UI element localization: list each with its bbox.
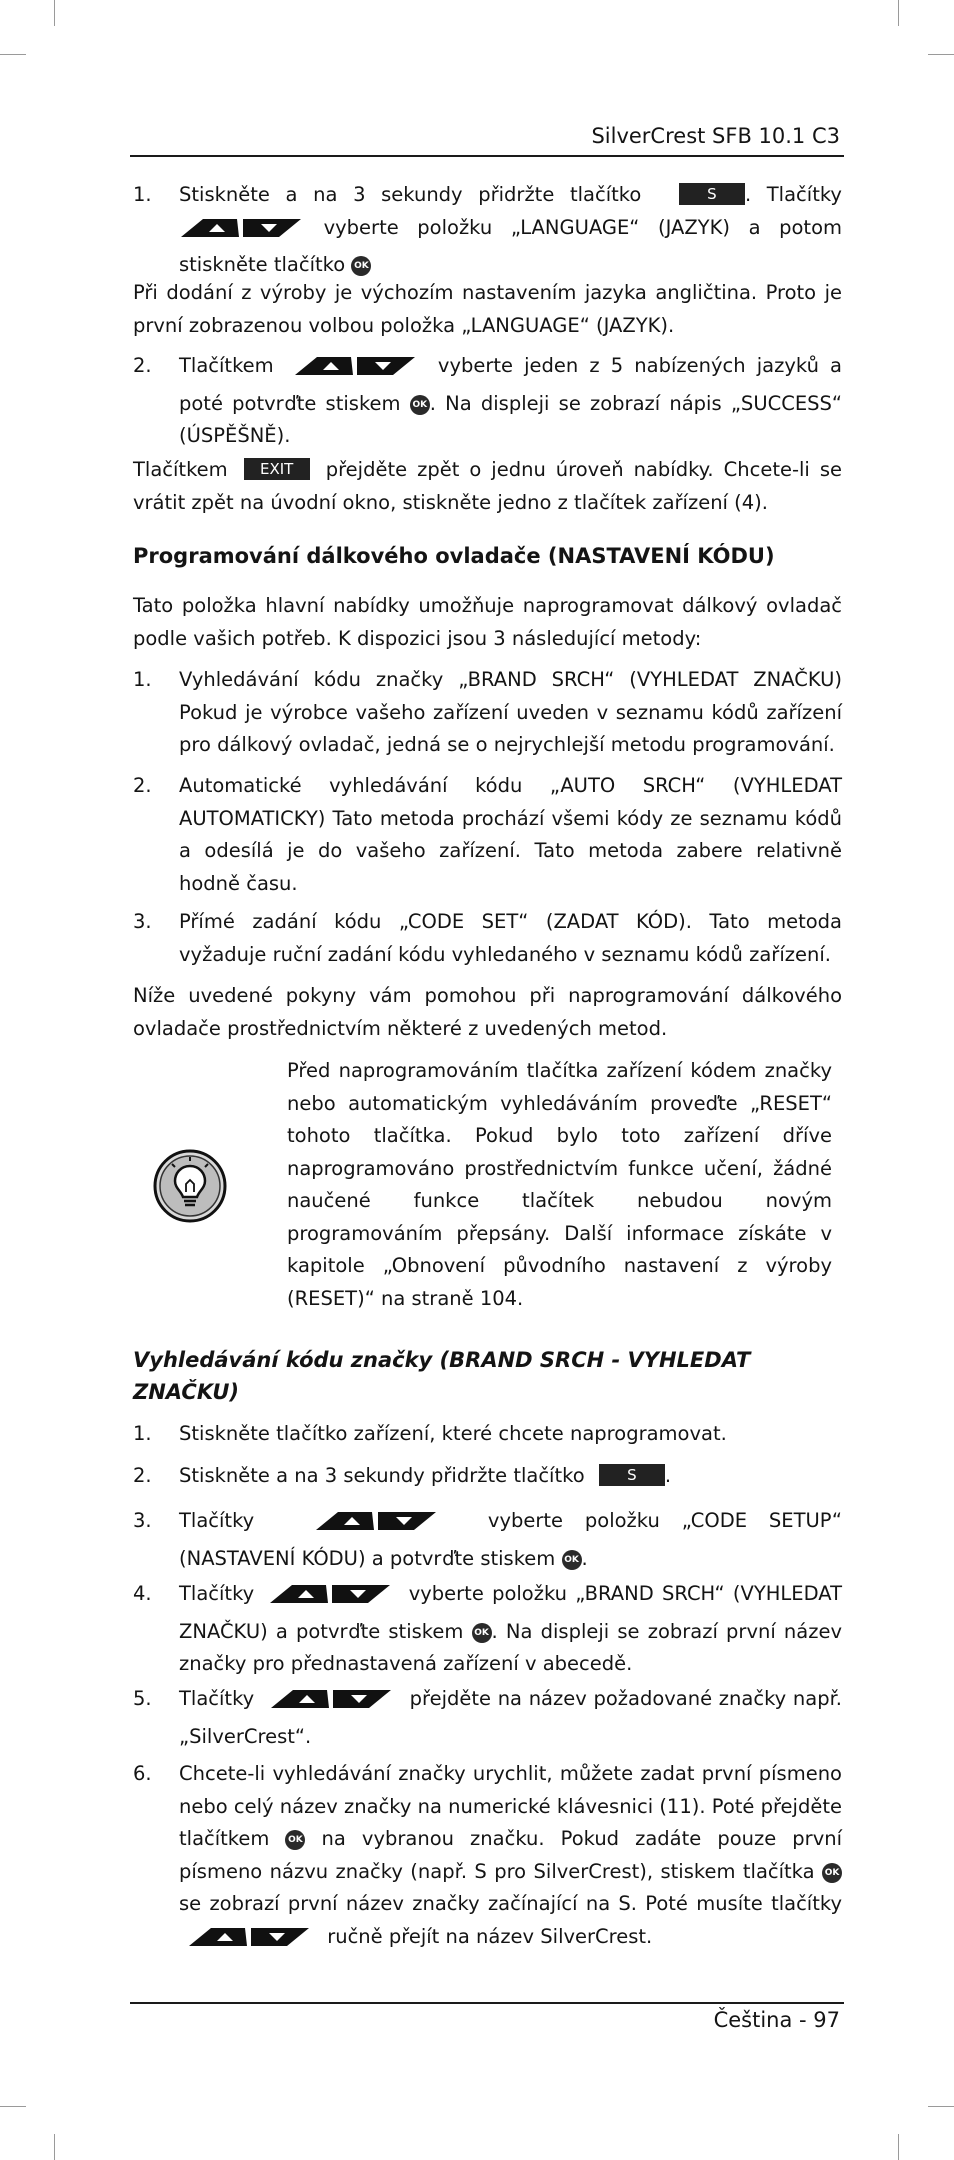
ok-button-icon: OK: [822, 1863, 842, 1883]
text-run: přejděte na název požadované značky např. „SilverCrest“.: [179, 1687, 843, 1748]
page-header: SilverCrest SFB 10.1 C3: [591, 124, 840, 148]
list-text: [179, 350, 842, 453]
text-run: Tlačítky: [179, 1509, 255, 1532]
text-run: Tlačítkem: [133, 458, 228, 481]
list-item: [133, 770, 842, 900]
crop-mark: [0, 2106, 26, 2107]
crop-mark: [898, 0, 899, 26]
list-item: [133, 1683, 842, 1753]
up-down-arrows-icon: [267, 1688, 397, 1721]
text-run: vyberte položku „LANGUAGE“ (JAZYK) a potom stiskněte tlačítko: [179, 215, 842, 276]
text-run: .: [664, 1464, 672, 1487]
list-number: 2.: [133, 354, 152, 377]
list-text: [179, 1758, 842, 1958]
crop-mark: [928, 2106, 954, 2107]
text-run: Stiskněte a na 3 sekundy přidržte tlačítko: [179, 183, 642, 206]
text-run: vyberte položku „CODE SETUP“ (NASTAVENÍ KÓDU) a potvrďte stiskem: [179, 1509, 842, 1570]
list-text: [179, 1505, 842, 1575]
list-item: [133, 1578, 842, 1681]
text-run: Tlačítky: [179, 1687, 255, 1710]
ok-button-icon: OK: [410, 395, 430, 415]
section-heading: Vyhledávání kódu značky (BRAND SRCH - VYHLEDAT ZNAČKU): [133, 1348, 751, 1404]
list-item: [133, 906, 842, 971]
up-down-arrows-icon: [179, 217, 305, 250]
text-run: . Na displeji se zobrazí nápis „SUCCESS“ (ÚSPĚŠNĚ).: [179, 391, 842, 447]
list-number: 2.: [133, 774, 152, 797]
s-button-icon: S: [599, 1464, 665, 1486]
list-text: Stiskněte tlačítko zařízení, které chcete naprogramovat.: [179, 1422, 727, 1445]
crop-mark: [898, 2134, 899, 2160]
list-number: 4.: [133, 1582, 152, 1605]
text-run: Chcete-li vyhledávání značky urychlit, můžete zadat první písmeno nebo celý název značky na numerické klávesnici (11). Poté přejděte tlačítkem: [179, 1762, 842, 1850]
list-item: [133, 664, 842, 762]
text-run: na vybranou značku. Pokud zadáte pouze první písmeno názvu značky (např. S pro SilverCrest), stiskem tlačítka: [179, 1827, 843, 1883]
ok-button-icon: OK: [285, 1830, 305, 1850]
text-run: .: [581, 1546, 588, 1570]
lightbulb-icon: [152, 1148, 228, 1224]
section-heading: Programování dálkového ovladače (NASTAVENÍ KÓDU): [133, 544, 775, 568]
page-number: Čeština - 97: [713, 2008, 840, 2032]
s-button-icon: S: [679, 183, 745, 205]
text-run: Tlačítky: [179, 1582, 255, 1605]
text-run: přejděte zpět o jednu úroveň nabídky. Chcete-li se vrátit zpět na úvodní okno, stiskněte jedno z tlačítek zařízení (4).: [133, 458, 842, 514]
text-run: . Na displeji se zobrazí první název značky pro přednastavená zařízení v abecedě.: [179, 1619, 843, 1675]
list-text: Automatické vyhledávání kódu „AUTO SRCH“ (VYHLEDAT AUTOMATICKY) Tato metoda prochází všemi kódy ze seznamu kódů a odesílá je do vašeho zařízení. Tato metoda zabere relativně hodně času.: [179, 774, 842, 895]
paragraph: Níže uvedené pokyny vám pomohou při naprogramování dálkového ovladače prostřednictvím některé z uvedených metod.: [133, 984, 842, 1040]
text-run: Stiskněte a na 3 sekundy přidržte tlačítko: [179, 1464, 585, 1487]
list-number: 5.: [133, 1687, 152, 1710]
list-number: 6.: [133, 1762, 152, 1785]
list-item: [133, 179, 842, 282]
text-run: ručně přejít na název SilverCrest.: [327, 1924, 653, 1948]
up-down-arrows-icon: [291, 355, 421, 388]
text-run: . Tlačítky: [744, 183, 842, 206]
up-down-arrows-icon: [185, 1926, 315, 1959]
list-text: [179, 1683, 842, 1753]
paragraph: Při dodání z výroby je výchozím nastavením jazyka angličtina. Proto je první zobrazenou volbou položka „LANGUAGE“ (JAZYK).: [133, 281, 842, 337]
list-item: [133, 350, 842, 453]
list-text: [179, 1578, 842, 1681]
crop-mark: [54, 0, 55, 26]
list-item: [133, 1505, 842, 1575]
list-item: [133, 1758, 842, 1958]
list-number: 3.: [133, 910, 152, 933]
list-text: Přímé zadání kódu „CODE SET“ (ZADAT KÓD). Tato metoda vyžaduje ruční zadání kódu vyhledaného v seznamu kódů zařízení.: [179, 910, 842, 966]
list-text: Vyhledávání kódu značky „BRAND SRCH“ (VYHLEDAT ZNAČKU) Pokud je výrobce vašeho zařízení uveden v seznamu kódů zařízení pro dálkový ovladač, jedná se o nejrychlejší metodu programování.: [179, 668, 842, 756]
ok-button-icon: OK: [562, 1550, 582, 1570]
crop-mark: [928, 54, 954, 55]
list-number: 3.: [133, 1509, 152, 1532]
list-number: 2.: [133, 1464, 152, 1487]
crop-mark: [0, 54, 26, 55]
tip-note: Před naprogramováním tlačítka zařízení kódem značky nebo automatickým vyhledáváním proveďte „RESET“ tohoto tlačítka. Pokud bylo toto zařízení dříve naprogramováno prostřednictvím funkce učení, žádné naučené funkce tlačítek nebudou novým programováním přepsány. Další informace získáte v kapitole „Obnovení původního nastavení z výroby (RESET)“ na straně 104.: [287, 1059, 832, 1310]
paragraph: Tato položka hlavní nabídky umožňuje naprogramovat dálkový ovladač podle vašich potřeb. K dispozici jsou 3 následující metody:: [133, 594, 842, 650]
list-number: 1.: [133, 1422, 152, 1445]
ok-button-icon: OK: [472, 1623, 492, 1643]
text-run: se zobrazí první název značky začínající na S. Poté musíte tlačítky: [179, 1892, 842, 1915]
ok-button-icon: OK: [351, 256, 371, 276]
list-item: [133, 1460, 842, 1493]
up-down-arrows-icon: [312, 1510, 442, 1543]
paragraph: [133, 454, 842, 519]
list-text: [179, 1460, 842, 1493]
header-rule: [130, 155, 844, 157]
exit-button-icon: EXIT: [244, 458, 310, 480]
text-run: Tlačítkem: [179, 354, 274, 377]
text-run: vyberte položku „BRAND SRCH“ (VYHLEDAT ZNAČKU) a potvrďte stiskem: [179, 1582, 842, 1643]
list-number: 1.: [133, 668, 152, 691]
list-number: 1.: [133, 183, 152, 206]
up-down-arrows-icon: [266, 1583, 396, 1616]
crop-mark: [54, 2134, 55, 2160]
list-item: [133, 1418, 842, 1451]
list-text: [179, 179, 842, 282]
text-run: vyberte jeden z 5 nabízených jazyků a poté potvrďte stiskem: [179, 354, 842, 415]
footer-rule: [130, 2002, 844, 2004]
